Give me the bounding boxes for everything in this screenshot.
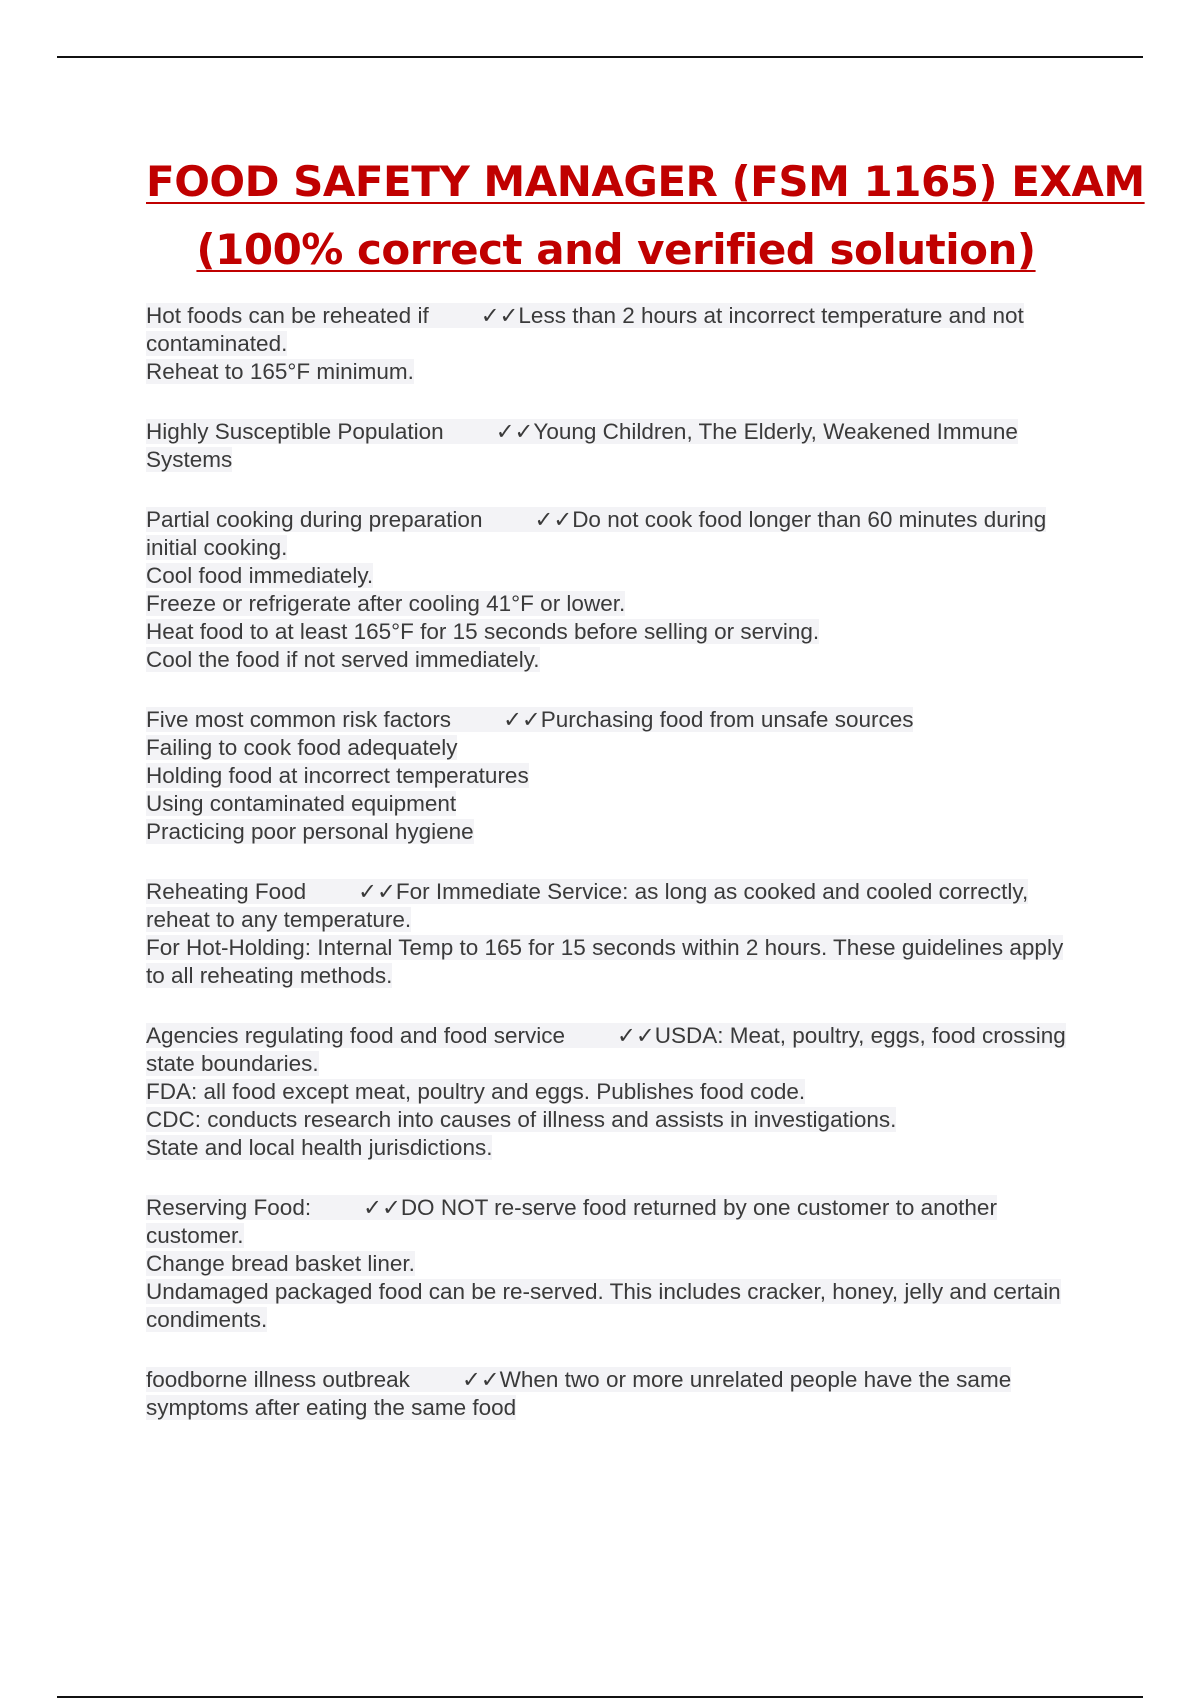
answer-line: Undamaged packaged food can be re-served. This includes cracker, honey, jelly and certain condiments. bbox=[146, 1279, 1061, 1332]
answer-line: Heat food to at least 165°F for 15 seconds before selling or serving. bbox=[146, 619, 820, 644]
qa-first-line bbox=[146, 1367, 1011, 1420]
title-line-2: (100% correct and verified solution) bbox=[196, 225, 1036, 274]
answer-line: For Immediate Service: as long as cooked and cooled correctly, reheat to any temperature. bbox=[146, 879, 1029, 932]
question-text: Five most common risk factors bbox=[146, 707, 452, 732]
answer-line: Change bread basket liner. bbox=[146, 1251, 415, 1276]
question-text: Reserving Food: bbox=[146, 1195, 312, 1220]
title-line-1: FOOD SAFETY MANAGER (FSM 1165) EXAM bbox=[146, 157, 1145, 206]
answer-line: Less than 2 hours at incorrect temperature and not contaminated. bbox=[146, 303, 1024, 356]
qa-first-line bbox=[146, 419, 1018, 472]
answer-line: Practicing poor personal hygiene bbox=[146, 819, 474, 844]
answer-line: USDA: Meat, poultry, eggs, food crossing state boundaries. bbox=[146, 1023, 1066, 1076]
qa-item bbox=[146, 302, 1086, 386]
question-text: Highly Susceptible Population bbox=[146, 419, 444, 444]
answer-line: CDC: conducts research into causes of illness and assists in investigations. bbox=[146, 1107, 897, 1132]
qa-item bbox=[146, 1022, 1086, 1162]
qa-first-line bbox=[146, 507, 1046, 560]
double-check-icon: ✓✓ bbox=[617, 1023, 655, 1048]
answer-line: DO NOT re-serve food returned by one customer to another customer. bbox=[146, 1195, 997, 1248]
bottom-rule bbox=[57, 1696, 1143, 1698]
question-text: Hot foods can be reheated if bbox=[146, 303, 429, 328]
answer-line: Cool the food if not served immediately. bbox=[146, 647, 540, 672]
qa-item bbox=[146, 1194, 1086, 1334]
answer-line: Do not cook food longer than 60 minutes during initial cooking. bbox=[146, 507, 1047, 560]
answer-line: For Hot-Holding: Internal Temp to 165 for 15 seconds within 2 hours. These guidelines apply to all reheating methods. bbox=[146, 935, 1064, 988]
qa-list bbox=[146, 302, 1086, 1454]
qa-item bbox=[146, 506, 1086, 674]
double-check-icon: ✓✓ bbox=[503, 707, 541, 732]
double-check-icon: ✓✓ bbox=[363, 1195, 401, 1220]
question-text: Reheating Food bbox=[146, 879, 307, 904]
qa-item bbox=[146, 878, 1086, 990]
double-check-icon: ✓✓ bbox=[358, 879, 396, 904]
answer-line: Reheat to 165°F minimum. bbox=[146, 359, 414, 384]
double-check-icon: ✓✓ bbox=[495, 419, 534, 444]
question-text: Partial cooking during preparation bbox=[146, 507, 483, 532]
answer-line: Cool food immediately. bbox=[146, 563, 374, 588]
qa-first-line bbox=[146, 707, 913, 732]
answer-line: State and local health jurisdictions. bbox=[146, 1135, 493, 1160]
question-text: foodborne illness outbreak bbox=[146, 1367, 410, 1392]
qa-first-line bbox=[146, 879, 1028, 932]
qa-item bbox=[146, 706, 1086, 846]
answer-line: Freeze or refrigerate after cooling 41°F or lower. bbox=[146, 591, 626, 616]
double-check-icon: ✓✓ bbox=[461, 1367, 500, 1392]
answer-line: FDA: all food except meat, poultry and eggs. Publishes food code. bbox=[146, 1079, 806, 1104]
top-rule bbox=[57, 56, 1143, 58]
double-check-icon: ✓✓ bbox=[480, 303, 519, 328]
answer-line: Failing to cook food adequately bbox=[146, 735, 458, 760]
qa-item bbox=[146, 418, 1086, 474]
qa-first-line bbox=[146, 1023, 1066, 1076]
document-title bbox=[146, 148, 1145, 284]
qa-item bbox=[146, 1366, 1086, 1422]
qa-first-line bbox=[146, 303, 1024, 356]
qa-first-line bbox=[146, 1195, 997, 1248]
answer-line: Using contaminated equipment bbox=[146, 791, 457, 816]
double-check-icon: ✓✓ bbox=[534, 507, 573, 532]
answer-line: When two or more unrelated people have the same symptoms after eating the same food bbox=[146, 1367, 1012, 1420]
answer-line: Holding food at incorrect temperatures bbox=[146, 763, 529, 788]
answer-line: Young Children, The Elderly, Weakened Immune Systems bbox=[146, 419, 1018, 472]
question-text: Agencies regulating food and food service bbox=[146, 1023, 566, 1048]
answer-line: Purchasing food from unsafe sources bbox=[540, 707, 914, 732]
